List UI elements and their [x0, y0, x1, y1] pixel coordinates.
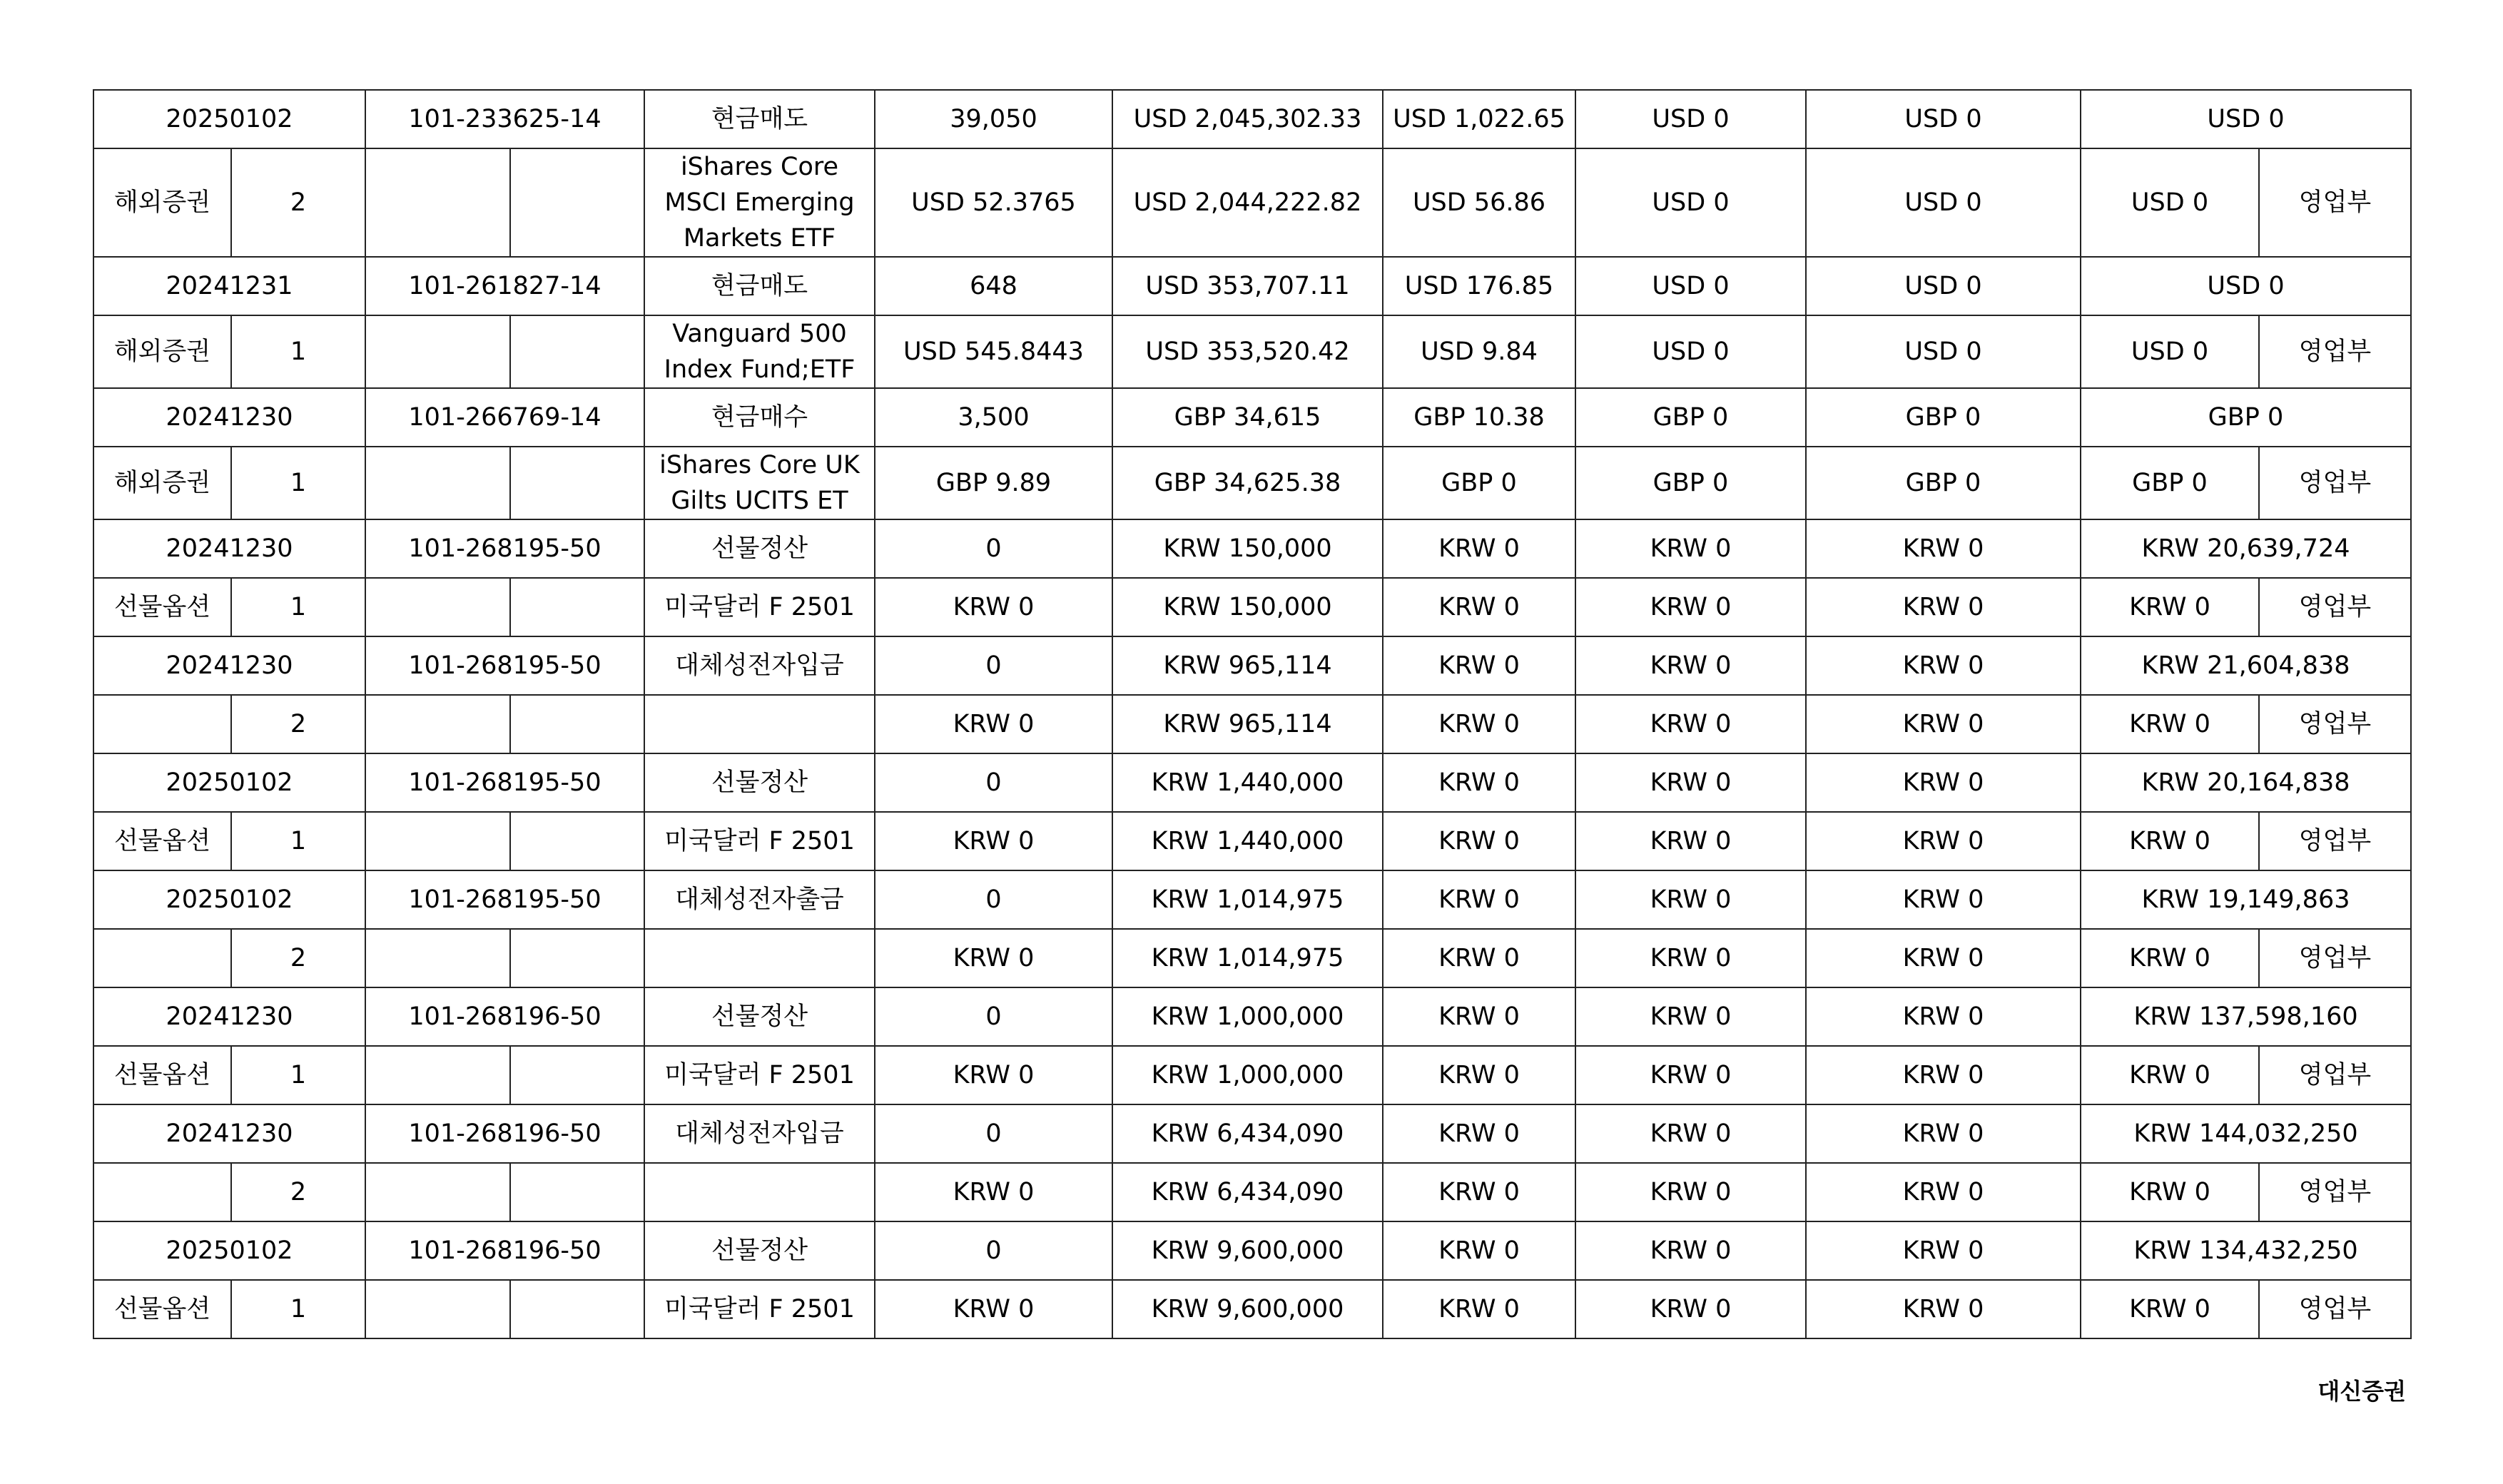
blank-cell	[510, 695, 644, 753]
qty-cell: 3,500	[875, 388, 1112, 447]
blank-cell	[510, 447, 644, 519]
sub-value-cell: KRW 0	[1383, 929, 1575, 987]
sub-value-cell: KRW 0	[1575, 929, 1806, 987]
security-name-cell: 미국달러 F 2501	[644, 1280, 875, 1338]
sub-value-cell: KRW 0	[1383, 812, 1575, 870]
price-cell: USD 545.8443	[875, 315, 1112, 388]
seq-cell: 2	[231, 929, 365, 987]
blank-cell	[365, 148, 510, 257]
table-row	[93, 636, 2411, 695]
amount-cell: KRW 1,440,000	[1112, 753, 1383, 812]
blank-cell	[365, 1046, 510, 1104]
fee-cell: USD 176.85	[1383, 257, 1575, 315]
seq-cell: 1	[231, 812, 365, 870]
settle-amount-cell: KRW 1,014,975	[1112, 929, 1383, 987]
fee-cell: KRW 0	[1383, 1104, 1575, 1163]
type-cell: 선물정산	[644, 519, 875, 578]
table-row	[93, 1163, 2411, 1221]
category-cell: 해외증권	[93, 315, 231, 388]
table-row	[93, 987, 2411, 1046]
table-row	[93, 519, 2411, 578]
security-name-cell: 미국달러 F 2501	[644, 1046, 875, 1104]
price-cell: KRW 0	[875, 1280, 1112, 1338]
price-cell: KRW 0	[875, 812, 1112, 870]
branch-cell: 영업부	[2259, 929, 2411, 987]
price-cell: KRW 0	[875, 1046, 1112, 1104]
branch-cell: 영업부	[2259, 1163, 2411, 1221]
account-cell: 101-268196-50	[365, 1221, 644, 1280]
table-row	[93, 1104, 2411, 1163]
price-cell: KRW 0	[875, 578, 1112, 636]
seq-cell: 2	[231, 148, 365, 257]
fee-cell: GBP 10.38	[1383, 388, 1575, 447]
balance-cell: USD 0	[2081, 257, 2411, 315]
date-cell: 20241230	[93, 987, 365, 1046]
sub-value-cell: USD 0	[1575, 148, 1806, 257]
tax2-cell: USD 0	[1806, 257, 2081, 315]
security-name-cell	[644, 1163, 875, 1221]
date-cell: 20241231	[93, 257, 365, 315]
table-row	[93, 578, 2411, 636]
fee-cell: KRW 0	[1383, 636, 1575, 695]
fee-cell: USD 1,022.65	[1383, 90, 1575, 148]
company-footer: 대신증권	[2317, 1378, 2406, 1405]
sub-value-cell: KRW 0	[2081, 1046, 2259, 1104]
blank-cell	[365, 1163, 510, 1221]
blank-cell	[365, 695, 510, 753]
sub-value-cell: USD 0	[1575, 315, 1806, 388]
branch-cell: 영업부	[2259, 695, 2411, 753]
sub-value-cell: GBP 0	[1575, 447, 1806, 519]
sub-value-cell: KRW 0	[1575, 695, 1806, 753]
sub-value-cell: KRW 0	[1806, 1046, 2081, 1104]
date-cell: 20250102	[93, 753, 365, 812]
account-cell: 101-268195-50	[365, 753, 644, 812]
amount-cell: KRW 965,114	[1112, 636, 1383, 695]
table-row	[93, 695, 2411, 753]
seq-cell: 1	[231, 315, 365, 388]
sub-value-cell: KRW 0	[2081, 1280, 2259, 1338]
price-cell: KRW 0	[875, 1163, 1112, 1221]
sub-value-cell: KRW 0	[1806, 1280, 2081, 1338]
category-cell: 해외증권	[93, 148, 231, 257]
tax2-cell: KRW 0	[1806, 1104, 2081, 1163]
table-row	[93, 929, 2411, 987]
type-cell: 선물정산	[644, 1221, 875, 1280]
sub-value-cell: GBP 0	[1383, 447, 1575, 519]
account-cell: 101-266769-14	[365, 388, 644, 447]
account-cell: 101-268196-50	[365, 987, 644, 1046]
seq-cell: 1	[231, 1280, 365, 1338]
date-cell: 20241230	[93, 1104, 365, 1163]
settle-amount-cell: KRW 965,114	[1112, 695, 1383, 753]
blank-cell	[510, 1046, 644, 1104]
branch-cell: 영업부	[2259, 812, 2411, 870]
sub-value-cell: KRW 0	[2081, 1163, 2259, 1221]
branch-cell: 영업부	[2259, 315, 2411, 388]
table-row	[93, 870, 2411, 929]
sub-value-cell: KRW 0	[1383, 1163, 1575, 1221]
sub-value-cell: USD 56.86	[1383, 148, 1575, 257]
transaction-table	[93, 89, 2412, 1339]
date-cell: 20250102	[93, 1221, 365, 1280]
sub-value-cell: KRW 0	[1575, 812, 1806, 870]
settle-amount-cell: KRW 1,000,000	[1112, 1046, 1383, 1104]
tax1-cell: USD 0	[1575, 257, 1806, 315]
tax2-cell: KRW 0	[1806, 636, 2081, 695]
qty-cell: 39,050	[875, 90, 1112, 148]
fee-cell: KRW 0	[1383, 1221, 1575, 1280]
qty-cell: 0	[875, 519, 1112, 578]
fee-cell: KRW 0	[1383, 519, 1575, 578]
qty-cell: 0	[875, 987, 1112, 1046]
blank-cell	[365, 1280, 510, 1338]
category-cell: 선물옵션	[93, 578, 231, 636]
price-cell: USD 52.3765	[875, 148, 1112, 257]
account-cell: 101-261827-14	[365, 257, 644, 315]
qty-cell: 0	[875, 636, 1112, 695]
table-row	[93, 753, 2411, 812]
tax2-cell: USD 0	[1806, 90, 2081, 148]
type-cell: 현금매도	[644, 90, 875, 148]
tax1-cell: KRW 0	[1575, 753, 1806, 812]
security-name-cell	[644, 929, 875, 987]
settle-amount-cell: KRW 1,440,000	[1112, 812, 1383, 870]
type-cell: 현금매수	[644, 388, 875, 447]
sub-value-cell: KRW 0	[2081, 578, 2259, 636]
price-cell: KRW 0	[875, 695, 1112, 753]
blank-cell	[510, 315, 644, 388]
amount-cell: GBP 34,615	[1112, 388, 1383, 447]
account-cell: 101-268196-50	[365, 1104, 644, 1163]
sub-value-cell: USD 0	[1806, 315, 2081, 388]
fee-cell: KRW 0	[1383, 753, 1575, 812]
seq-cell: 1	[231, 1046, 365, 1104]
sub-value-cell: USD 0	[2081, 315, 2259, 388]
balance-cell: KRW 137,598,160	[2081, 987, 2411, 1046]
sub-value-cell: KRW 0	[1806, 695, 2081, 753]
security-name-cell: Vanguard 500 Index Fund;ETF	[644, 315, 875, 388]
balance-cell: USD 0	[2081, 90, 2411, 148]
date-cell: 20241230	[93, 636, 365, 695]
sub-value-cell: KRW 0	[1383, 695, 1575, 753]
security-name-cell: 미국달러 F 2501	[644, 578, 875, 636]
blank-cell	[510, 1163, 644, 1221]
blank-cell	[365, 929, 510, 987]
amount-cell: KRW 9,600,000	[1112, 1221, 1383, 1280]
branch-cell: 영업부	[2259, 1280, 2411, 1338]
settle-amount-cell: KRW 6,434,090	[1112, 1163, 1383, 1221]
type-cell: 선물정산	[644, 753, 875, 812]
date-cell: 20241230	[93, 519, 365, 578]
amount-cell: KRW 1,000,000	[1112, 987, 1383, 1046]
sub-value-cell: GBP 0	[1806, 447, 2081, 519]
blank-cell	[510, 812, 644, 870]
sub-value-cell: KRW 0	[1806, 578, 2081, 636]
tax2-cell: GBP 0	[1806, 388, 2081, 447]
balance-cell: KRW 20,164,838	[2081, 753, 2411, 812]
sub-value-cell: KRW 0	[1575, 1046, 1806, 1104]
qty-cell: 0	[875, 1221, 1112, 1280]
type-cell: 대체성전자출금	[644, 870, 875, 929]
category-cell	[93, 929, 231, 987]
price-cell: KRW 0	[875, 929, 1112, 987]
sub-value-cell: KRW 0	[2081, 695, 2259, 753]
table-row	[93, 90, 2411, 148]
transaction-table-body	[93, 90, 2411, 1338]
balance-cell: KRW 144,032,250	[2081, 1104, 2411, 1163]
settle-amount-cell: USD 353,520.42	[1112, 315, 1383, 388]
tax1-cell: KRW 0	[1575, 870, 1806, 929]
type-cell: 대체성전자입금	[644, 636, 875, 695]
category-cell: 선물옵션	[93, 1280, 231, 1338]
type-cell: 현금매도	[644, 257, 875, 315]
sub-value-cell: KRW 0	[1806, 929, 2081, 987]
price-cell: GBP 9.89	[875, 447, 1112, 519]
sub-value-cell: KRW 0	[1383, 578, 1575, 636]
date-cell: 20250102	[93, 870, 365, 929]
tax1-cell: KRW 0	[1575, 1221, 1806, 1280]
blank-cell	[365, 812, 510, 870]
qty-cell: 0	[875, 753, 1112, 812]
seq-cell: 1	[231, 447, 365, 519]
tax2-cell: KRW 0	[1806, 870, 2081, 929]
tax1-cell: KRW 0	[1575, 1104, 1806, 1163]
balance-cell: KRW 134,432,250	[2081, 1221, 2411, 1280]
account-cell: 101-268195-50	[365, 636, 644, 695]
tax1-cell: GBP 0	[1575, 388, 1806, 447]
branch-cell: 영업부	[2259, 148, 2411, 257]
balance-cell: KRW 20,639,724	[2081, 519, 2411, 578]
sub-value-cell: KRW 0	[1806, 1163, 2081, 1221]
table-row	[93, 1046, 2411, 1104]
category-cell: 선물옵션	[93, 1046, 231, 1104]
table-row	[93, 315, 2411, 388]
balance-cell: GBP 0	[2081, 388, 2411, 447]
tax1-cell: KRW 0	[1575, 987, 1806, 1046]
sub-value-cell: KRW 0	[2081, 929, 2259, 987]
security-name-cell: iShares Core MSCI Emerging Markets ETF	[644, 148, 875, 257]
account-cell: 101-268195-50	[365, 519, 644, 578]
table-row	[93, 1221, 2411, 1280]
category-cell	[93, 695, 231, 753]
sub-value-cell: KRW 0	[1383, 1280, 1575, 1338]
sub-value-cell: GBP 0	[2081, 447, 2259, 519]
sub-value-cell: USD 0	[2081, 148, 2259, 257]
settle-amount-cell: KRW 150,000	[1112, 578, 1383, 636]
category-cell	[93, 1163, 231, 1221]
blank-cell	[510, 1280, 644, 1338]
type-cell: 선물정산	[644, 987, 875, 1046]
amount-cell: KRW 6,434,090	[1112, 1104, 1383, 1163]
seq-cell: 1	[231, 578, 365, 636]
amount-cell: USD 353,707.11	[1112, 257, 1383, 315]
fee-cell: KRW 0	[1383, 987, 1575, 1046]
table-row	[93, 812, 2411, 870]
sub-value-cell: USD 9.84	[1383, 315, 1575, 388]
tax1-cell: USD 0	[1575, 90, 1806, 148]
fee-cell: KRW 0	[1383, 870, 1575, 929]
blank-cell	[510, 578, 644, 636]
sub-value-cell: KRW 0	[1383, 1046, 1575, 1104]
seq-cell: 2	[231, 1163, 365, 1221]
sub-value-cell: KRW 0	[1575, 1280, 1806, 1338]
blank-cell	[510, 148, 644, 257]
category-cell: 해외증권	[93, 447, 231, 519]
tax2-cell: KRW 0	[1806, 987, 2081, 1046]
balance-cell: KRW 21,604,838	[2081, 636, 2411, 695]
branch-cell: 영업부	[2259, 1046, 2411, 1104]
settle-amount-cell: GBP 34,625.38	[1112, 447, 1383, 519]
branch-cell: 영업부	[2259, 578, 2411, 636]
date-cell: 20241230	[93, 388, 365, 447]
sub-value-cell: KRW 0	[1575, 1163, 1806, 1221]
tax2-cell: KRW 0	[1806, 519, 2081, 578]
blank-cell	[510, 929, 644, 987]
security-name-cell	[644, 695, 875, 753]
table-row	[93, 1280, 2411, 1338]
table-row	[93, 148, 2411, 257]
account-cell: 101-233625-14	[365, 90, 644, 148]
sub-value-cell: USD 0	[1806, 148, 2081, 257]
date-cell: 20250102	[93, 90, 365, 148]
amount-cell: KRW 150,000	[1112, 519, 1383, 578]
tax1-cell: KRW 0	[1575, 519, 1806, 578]
branch-cell: 영업부	[2259, 447, 2411, 519]
sub-value-cell: KRW 0	[1575, 578, 1806, 636]
blank-cell	[365, 315, 510, 388]
sub-value-cell: KRW 0	[1806, 812, 2081, 870]
balance-cell: KRW 19,149,863	[2081, 870, 2411, 929]
amount-cell: USD 2,045,302.33	[1112, 90, 1383, 148]
seq-cell: 2	[231, 695, 365, 753]
amount-cell: KRW 1,014,975	[1112, 870, 1383, 929]
settle-amount-cell: USD 2,044,222.82	[1112, 148, 1383, 257]
security-name-cell: 미국달러 F 2501	[644, 812, 875, 870]
tax1-cell: KRW 0	[1575, 636, 1806, 695]
blank-cell	[365, 447, 510, 519]
tax2-cell: KRW 0	[1806, 753, 2081, 812]
table-row	[93, 447, 2411, 519]
account-cell: 101-268195-50	[365, 870, 644, 929]
table-row	[93, 257, 2411, 315]
qty-cell: 0	[875, 1104, 1112, 1163]
blank-cell	[365, 578, 510, 636]
tax2-cell: KRW 0	[1806, 1221, 2081, 1280]
table-row	[93, 388, 2411, 447]
security-name-cell: iShares Core UK Gilts UCITS ET	[644, 447, 875, 519]
qty-cell: 0	[875, 870, 1112, 929]
type-cell: 대체성전자입금	[644, 1104, 875, 1163]
category-cell: 선물옵션	[93, 812, 231, 870]
settle-amount-cell: KRW 9,600,000	[1112, 1280, 1383, 1338]
sub-value-cell: KRW 0	[2081, 812, 2259, 870]
qty-cell: 648	[875, 257, 1112, 315]
